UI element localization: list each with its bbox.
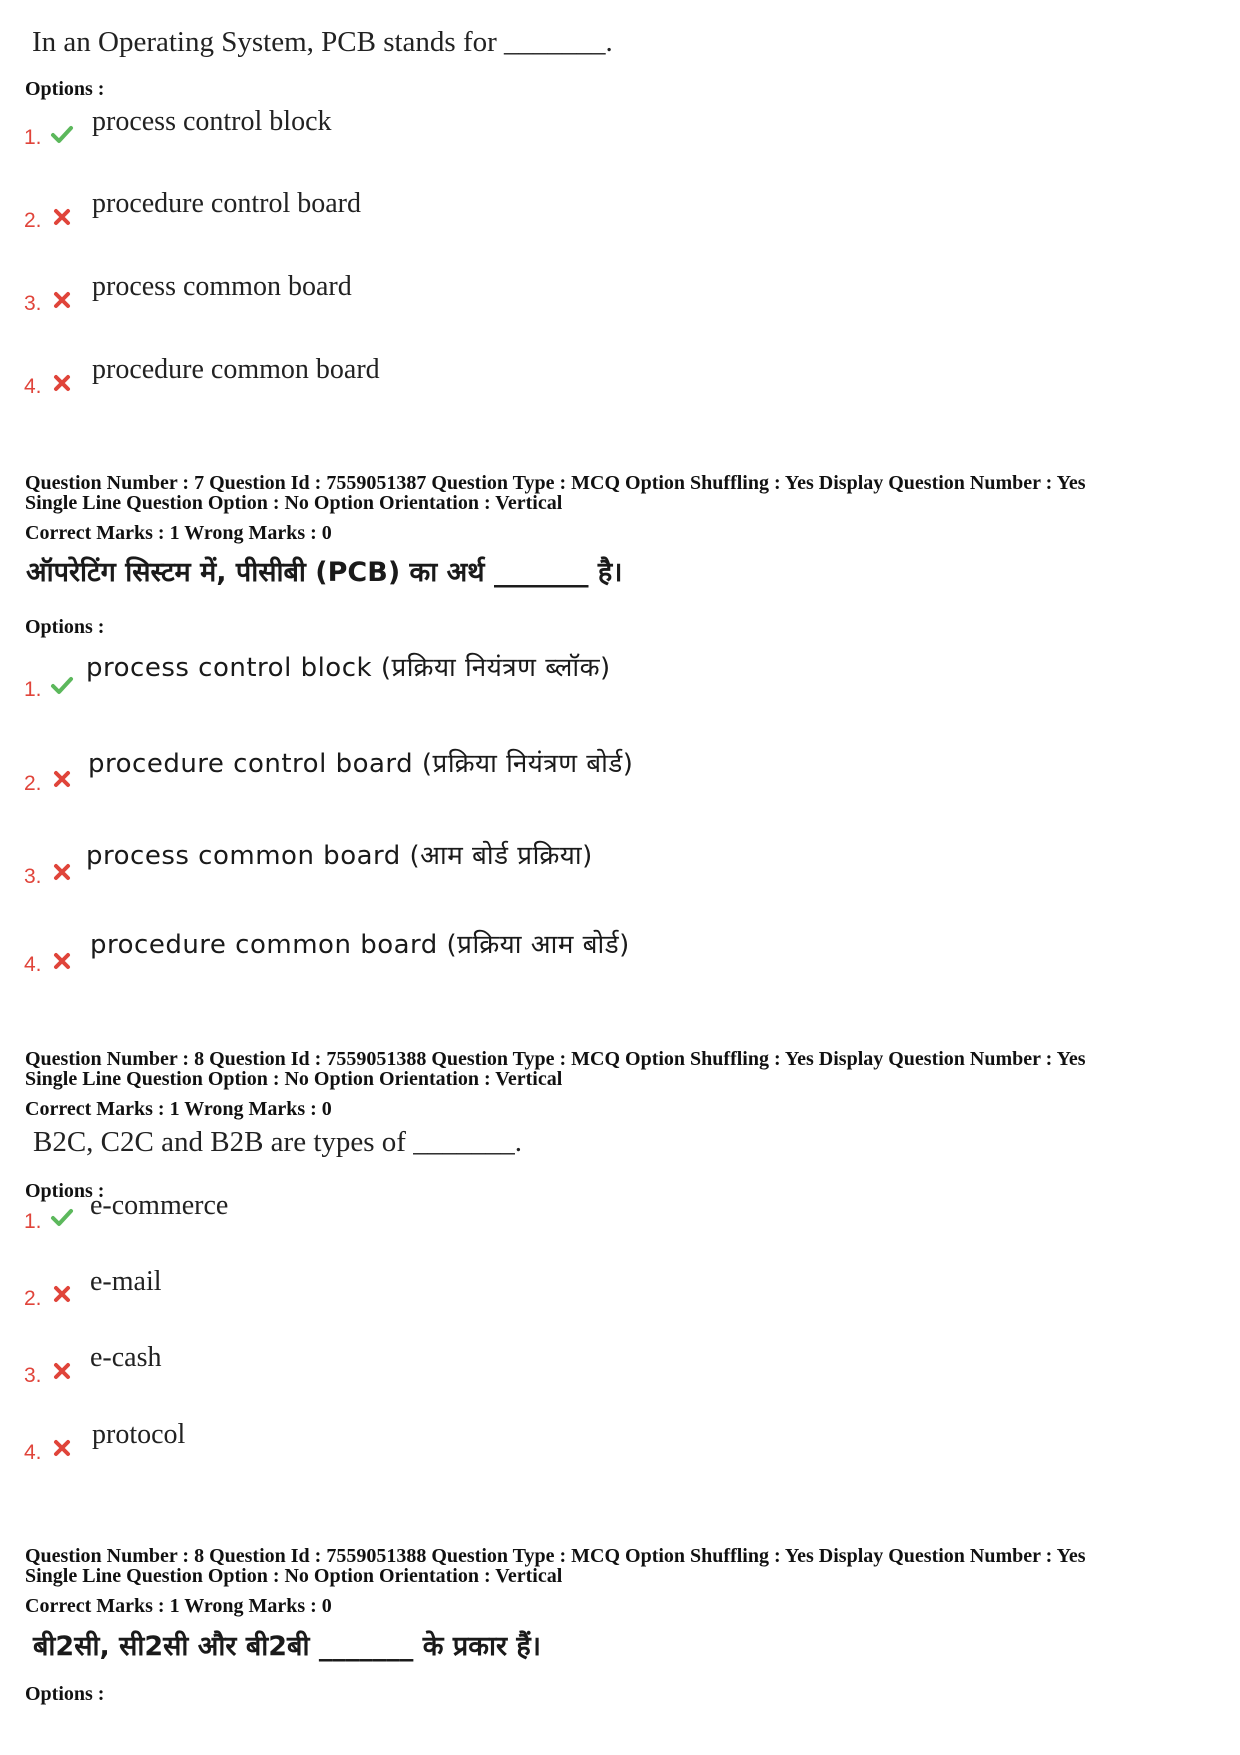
option-text: process common board <box>92 271 352 302</box>
check-icon <box>50 1205 74 1229</box>
option-number: 4. <box>24 1441 42 1464</box>
option-number: 3. <box>24 865 42 888</box>
options-label: Options : <box>25 78 105 100</box>
option-text: process common board (आम बोर्ड प्रक्रिया) <box>86 841 593 871</box>
question-text: ऑपरेटिंग सिस्टम में, पीसीबी (PCB) का अर्थ _______ है। <box>26 557 623 588</box>
question-text: B2C, C2C and B2B are types of _______. <box>33 1126 522 1158</box>
question-meta: Question Number : 7 Question Id : 7559051387 Question Type : MCQ Option Shuffling : Yes Display Question Number : Yes <box>25 472 1086 494</box>
option-number: 2. <box>24 209 42 232</box>
options-label: Options : <box>25 1180 105 1202</box>
option-text: process control block (प्रक्रिया नियंत्रण ब्लॉक) <box>86 653 611 683</box>
option-number: 3. <box>24 1364 42 1387</box>
option-text: procedure control board <box>92 188 361 219</box>
question-meta: Single Line Question Option : No Option Orientation : Vertical <box>25 492 563 514</box>
option-number: 2. <box>24 772 42 795</box>
cross-icon <box>52 373 76 397</box>
option-number: 2. <box>24 1287 42 1310</box>
check-icon <box>50 673 74 697</box>
option-number: 1. <box>24 126 42 149</box>
option-text: procedure common board (प्रक्रिया आम बोर्ड) <box>90 930 630 960</box>
option-number: 3. <box>24 292 42 315</box>
option-number: 1. <box>24 678 42 701</box>
options-label: Options : <box>25 616 105 638</box>
marks-info: Correct Marks : 1 Wrong Marks : 0 <box>25 522 332 544</box>
option-text: e-mail <box>90 1266 162 1297</box>
question-meta: Single Line Question Option : No Option Orientation : Vertical <box>25 1068 563 1090</box>
cross-icon <box>52 1438 76 1462</box>
cross-icon <box>52 951 76 975</box>
cross-icon <box>52 1361 76 1385</box>
option-number: 1. <box>24 1210 42 1233</box>
cross-icon <box>52 862 76 886</box>
option-text: e-cash <box>90 1342 162 1373</box>
option-text: procedure common board <box>92 354 380 385</box>
cross-icon <box>52 769 76 793</box>
cross-icon <box>52 207 76 231</box>
option-number: 4. <box>24 375 42 398</box>
options-label: Options : <box>25 1683 105 1705</box>
question-text: बी2सी, सी2सी और बी2बी _______ के प्रकार हैं। <box>33 1631 541 1662</box>
option-text: e-commerce <box>90 1190 229 1221</box>
option-text: process control block <box>92 106 332 137</box>
question-text: In an Operating System, PCB stands for _______. <box>32 26 613 58</box>
check-icon <box>50 122 74 146</box>
question-meta: Question Number : 8 Question Id : 7559051388 Question Type : MCQ Option Shuffling : Yes Display Question Number : Yes <box>25 1048 1086 1070</box>
cross-icon <box>52 1284 76 1308</box>
option-text: protocol <box>92 1419 186 1450</box>
question-meta: Single Line Question Option : No Option Orientation : Vertical <box>25 1565 563 1587</box>
question-meta: Question Number : 8 Question Id : 7559051388 Question Type : MCQ Option Shuffling : Yes Display Question Number : Yes <box>25 1545 1086 1567</box>
option-text: procedure control board (प्रक्रिया नियंत्रण बोर्ड) <box>88 749 634 779</box>
cross-icon <box>52 290 76 314</box>
marks-info: Correct Marks : 1 Wrong Marks : 0 <box>25 1595 332 1617</box>
marks-info: Correct Marks : 1 Wrong Marks : 0 <box>25 1098 332 1120</box>
option-number: 4. <box>24 953 42 976</box>
